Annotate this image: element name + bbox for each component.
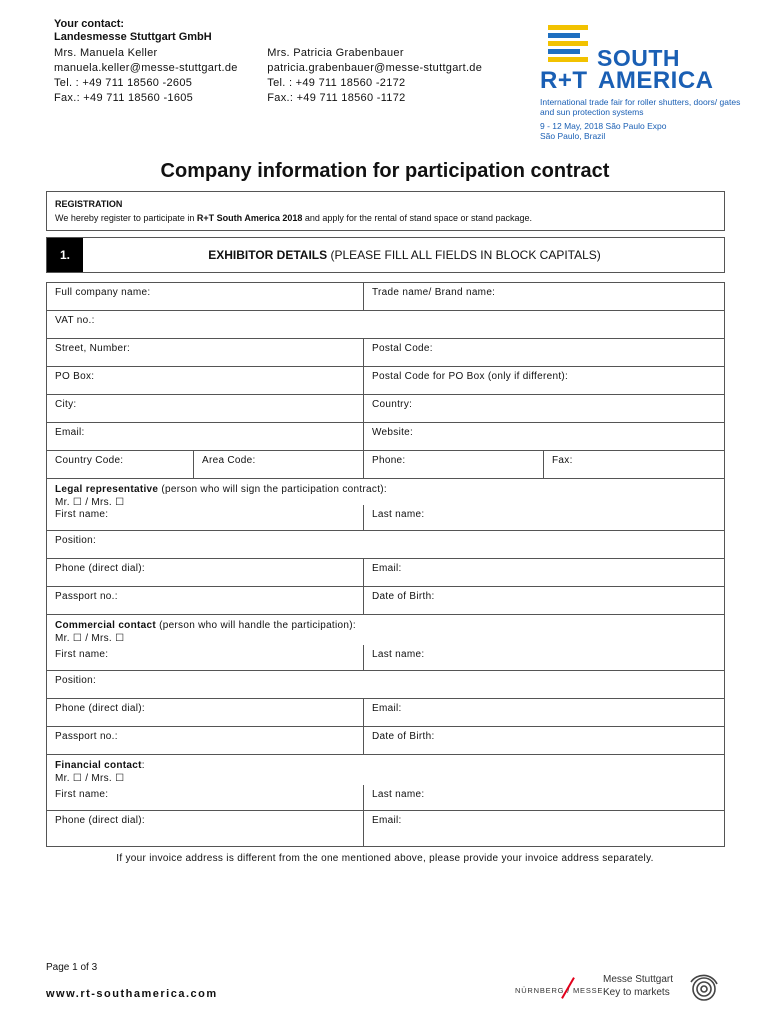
registration-text: We hereby register to participate in R+T South America 2018 and apply for the rental of stand space or stand package. bbox=[55, 213, 533, 223]
financial-last-name-field[interactable]: Last name: bbox=[363, 785, 724, 810]
form-row bbox=[47, 423, 724, 451]
contact-company: Landesmesse Stuttgart GmbH bbox=[54, 31, 212, 43]
street-field[interactable]: Street, Number: bbox=[55, 343, 131, 354]
logo-date bbox=[540, 121, 750, 141]
postal-code-field[interactable]: Postal Code: bbox=[363, 339, 724, 366]
contact-person-1 bbox=[54, 46, 267, 106]
contact-2-email[interactable]: patricia.grabenbauer@messe-stuttgart.de bbox=[267, 62, 483, 74]
financial-phone-field[interactable]: Phone (direct dial): bbox=[55, 815, 145, 826]
form-row bbox=[47, 671, 724, 699]
commercial-contact-block bbox=[47, 615, 724, 671]
website-field[interactable]: Website: bbox=[363, 423, 724, 450]
phone-field[interactable]: Phone: bbox=[363, 451, 543, 478]
vat-field[interactable]: VAT no.: bbox=[55, 315, 95, 326]
page-title: Company information for participation contract bbox=[160, 160, 610, 182]
form-row bbox=[47, 395, 724, 423]
financial-first-name-field[interactable]: First name: bbox=[55, 789, 109, 800]
legal-first-name-field[interactable]: First name: bbox=[55, 509, 109, 520]
legal-email-field[interactable]: Email: bbox=[363, 559, 724, 586]
logo-south: SOUTH bbox=[597, 45, 680, 71]
logo-tagline: International trade fair for roller shutters, doors/ gates and sun protection systems bbox=[540, 97, 741, 117]
po-postal-code-field[interactable]: Postal Code for PO Box (only if different): bbox=[363, 367, 724, 394]
commercial-passport-field[interactable]: Passport no.: bbox=[55, 731, 118, 742]
commercial-phone-field[interactable]: Phone (direct dial): bbox=[55, 703, 145, 714]
section-header bbox=[46, 237, 725, 273]
registration-heading: REGISTRATION bbox=[55, 199, 123, 209]
form-row bbox=[47, 531, 724, 559]
financial-contact-block bbox=[47, 755, 724, 811]
country-code-field[interactable]: Country Code: bbox=[55, 455, 124, 466]
website-link[interactable]: www.rt-southamerica.com bbox=[46, 988, 218, 1000]
section-number: 1. bbox=[47, 238, 83, 272]
legal-passport-field[interactable]: Passport no.: bbox=[55, 591, 118, 602]
commercial-position-field[interactable]: Position: bbox=[55, 675, 97, 686]
trade-name-field[interactable]: Trade name/ Brand name: bbox=[363, 283, 724, 310]
logo-bars-icon bbox=[548, 25, 588, 69]
area-code-field[interactable]: Area Code: bbox=[193, 451, 363, 478]
legal-phone-field[interactable]: Phone (direct dial): bbox=[55, 563, 145, 574]
section-title: EXHIBITOR DETAILS (PLEASE FILL ALL FIELDS IN BLOCK CAPITALS) bbox=[208, 248, 601, 262]
contact-1-email[interactable]: manuela.keller@messe-stuttgart.de bbox=[54, 62, 238, 74]
commercial-email-field[interactable]: Email: bbox=[363, 699, 724, 726]
logo-date-1: 9 - 12 May, 2018 São Paulo Expo bbox=[540, 121, 667, 131]
full-company-name-field[interactable]: Full company name: bbox=[55, 287, 151, 298]
legal-representative-header: Legal representative (person who will sign the participation contract): Mr. ☐ / Mrs. ☐ bbox=[47, 479, 724, 513]
messe-stuttgart-slogan: Key to markets bbox=[603, 987, 670, 998]
form-row bbox=[47, 559, 724, 587]
contact-person-2 bbox=[267, 46, 524, 106]
logo-date-2: São Paulo, Brazil bbox=[540, 131, 606, 141]
legal-last-name-field[interactable]: Last name: bbox=[363, 505, 724, 530]
contact-block bbox=[54, 18, 524, 106]
commercial-salutation-checkboxes[interactable]: Mr. ☐ / Mrs. ☐ bbox=[55, 633, 125, 644]
logo-rt: R+T bbox=[540, 67, 588, 94]
contact-2-name: Mrs. Patricia Grabenbauer bbox=[267, 47, 404, 59]
contact-2-tel: Tel. : +49 711 18560 -2172 bbox=[267, 77, 406, 89]
legal-salutation-checkboxes[interactable]: Mr. ☐ / Mrs. ☐ bbox=[55, 497, 125, 508]
exhibitor-form bbox=[46, 282, 725, 847]
contact-1-name: Mrs. Manuela Keller bbox=[54, 47, 158, 59]
financial-email-field[interactable]: Email: bbox=[363, 811, 724, 846]
nuernberg-messe-logo: NÜRNBERG / MESSE bbox=[515, 986, 604, 995]
commercial-dob-field[interactable]: Date of Birth: bbox=[363, 727, 724, 754]
form-row bbox=[47, 283, 724, 311]
contact-heading: Your contact: bbox=[54, 18, 125, 30]
contact-1-tel: Tel. : +49 711 18560 -2605 bbox=[54, 77, 193, 89]
form-row bbox=[47, 367, 724, 395]
form-row bbox=[47, 311, 724, 339]
form-row bbox=[47, 587, 724, 615]
email-field[interactable]: Email: bbox=[55, 427, 85, 438]
country-field[interactable]: Country: bbox=[363, 395, 724, 422]
invoice-note: If your invoice address is different from the one mentioned above, please provide your invoice address separately. bbox=[116, 853, 654, 864]
form-row bbox=[47, 339, 724, 367]
footer-logos bbox=[515, 970, 735, 1010]
legal-dob-field[interactable]: Date of Birth: bbox=[363, 587, 724, 614]
city-field[interactable]: City: bbox=[55, 399, 77, 410]
rt-south-america-logo bbox=[540, 23, 750, 143]
commercial-last-name-field[interactable]: Last name: bbox=[363, 645, 724, 670]
fax-field[interactable]: Fax: bbox=[543, 451, 724, 478]
page-number: Page 1 of 3 bbox=[46, 962, 98, 973]
form-row bbox=[47, 811, 724, 846]
logo-america: AMERICA bbox=[598, 67, 714, 94]
contact-2-fax: Fax.: +49 711 18560 -1172 bbox=[267, 92, 406, 104]
financial-salutation-checkboxes[interactable]: Mr. ☐ / Mrs. ☐ bbox=[55, 773, 125, 784]
contact-1-fax: Fax.: +49 711 18560 -1605 bbox=[54, 92, 194, 104]
registration-box bbox=[46, 191, 725, 231]
financial-contact-header: Financial contact: Mr. ☐ / Mrs. ☐ bbox=[47, 755, 724, 789]
commercial-contact-header: Commercial contact (person who will handle the participation): Mr. ☐ / Mrs. ☐ bbox=[47, 615, 724, 649]
po-box-field[interactable]: PO Box: bbox=[55, 371, 95, 382]
form-row bbox=[47, 451, 724, 479]
form-row bbox=[47, 699, 724, 727]
legal-position-field[interactable]: Position: bbox=[55, 535, 97, 546]
commercial-first-name-field[interactable]: First name: bbox=[55, 649, 109, 660]
fingerprint-icon bbox=[687, 972, 721, 1006]
form-row bbox=[47, 727, 724, 755]
legal-representative-block bbox=[47, 479, 724, 531]
messe-stuttgart-name: Messe Stuttgart bbox=[603, 974, 674, 985]
